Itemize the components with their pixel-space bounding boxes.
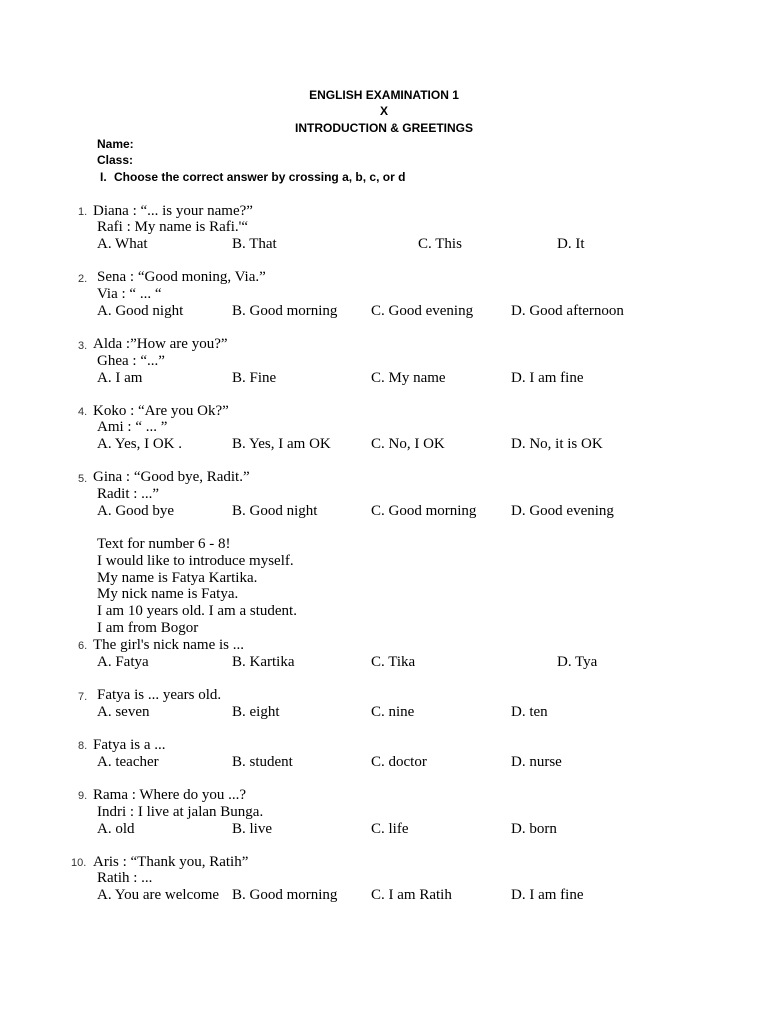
option-c[interactable]: C. No, I OK [371,436,445,452]
option-c[interactable]: C. Good evening [371,303,474,319]
option-a[interactable]: A. Good bye [97,503,175,519]
option-d[interactable]: D. I am fine [511,370,584,386]
option-c[interactable]: C. This [418,236,462,252]
instruction-roman: I. [100,170,107,184]
question-line: The girl's nick name is ... [93,637,245,653]
question-line: Ratih : ... [97,870,153,886]
option-c[interactable]: C. Tika [371,654,416,670]
question-number: 2. [78,273,88,285]
option-b[interactable]: B. That [232,236,277,252]
option-d[interactable]: D. nurse [511,754,562,770]
exam-topic: INTRODUCTION & GREETINGS [294,121,473,135]
option-c[interactable]: C. nine [371,704,415,720]
option-d[interactable]: D. Good evening [511,503,614,519]
option-c[interactable]: C. doctor [371,754,427,770]
option-d[interactable]: D. It [557,236,585,252]
question-line: Indri : I live at jalan Bunga. [97,804,264,820]
question-number: 4. [78,406,88,418]
option-d[interactable]: D. Tya [557,654,598,670]
option-a[interactable]: A. Fatya [97,654,149,670]
question-line: Via : “ ... “ [97,286,162,302]
question-line: Gina : “Good bye, Radit.” [93,469,250,485]
class-field-label: Class: [97,153,134,167]
question-line: Ghea : “...” [97,353,165,369]
exam-title: ENGLISH EXAMINATION 1 [309,88,459,102]
option-a[interactable]: A. What [97,236,148,252]
reading-line: Text for number 6 - 8! [97,536,231,552]
question-number: 6. [78,640,88,652]
question-line: Koko : “Are you Ok?” [93,403,229,419]
question-number: 8. [78,740,88,752]
exam-grade: X [379,104,388,118]
question-line: Rafi : My name is Rafi.'“ [97,219,249,235]
option-d[interactable]: D. born [511,821,557,837]
option-b[interactable]: B. eight [232,704,280,720]
question-line: Alda :”How are you?” [93,336,228,352]
question-number: 1. [78,206,88,218]
question-number: 10. [71,857,87,869]
option-a[interactable]: A. teacher [97,754,159,770]
question-line: Radit : ...” [97,486,160,502]
reading-line: I am 10 years old. I am a student. [97,603,297,619]
option-b[interactable]: B. Good morning [232,303,338,319]
option-b[interactable]: B. student [232,754,293,770]
option-b[interactable]: B. Kartika [232,654,295,670]
option-a[interactable]: A. You are welcome [97,887,220,903]
reading-line: I am from Bogor [97,620,199,636]
instruction-text: Choose the correct answer by crossing a, b, c, or d [114,170,406,184]
question-line: Rama : Where do you ...? [93,787,247,803]
option-b[interactable]: B. Fine [232,370,277,386]
question-line: Diana : “... is your name?” [93,203,253,219]
question-line: Fatya is ... years old. [97,687,222,703]
question-number: 9. [78,790,88,802]
option-c[interactable]: C. My name [371,370,446,386]
question-line: Aris : “Thank you, Ratih” [93,854,249,870]
reading-line: My name is Fatya Kartika. [97,570,258,586]
option-b[interactable]: B. Good morning [232,887,338,903]
option-b[interactable]: B. live [232,821,272,837]
option-a[interactable]: A. Yes, I OK . [97,436,183,452]
name-field-label: Name: [97,137,134,151]
question-line: Sena : “Good moning, Via.” [97,269,266,285]
option-a[interactable]: A. old [97,821,135,837]
option-b[interactable]: B. Good night [232,503,318,519]
option-c[interactable]: C. Good morning [371,503,477,519]
option-a[interactable]: A. I am [97,370,143,386]
option-c[interactable]: C. I am Ratih [371,887,452,903]
option-d[interactable]: D. I am fine [511,887,584,903]
question-line: Fatya is a ... [93,737,166,753]
question-line: Ami : “ ... ” [97,419,168,435]
option-a[interactable]: A. Good night [97,303,184,319]
option-b[interactable]: B. Yes, I am OK [232,436,331,452]
question-number: 5. [78,473,88,485]
option-d[interactable]: D. ten [511,704,548,720]
option-a[interactable]: A. seven [97,704,150,720]
option-c[interactable]: C. life [371,821,409,837]
option-d[interactable]: D. No, it is OK [511,436,603,452]
question-number: 7. [78,691,88,703]
reading-line: My nick name is Fatya. [97,586,239,602]
reading-line: I would like to introduce myself. [97,553,294,569]
question-number: 3. [78,340,88,352]
option-d[interactable]: D. Good afternoon [511,303,624,319]
